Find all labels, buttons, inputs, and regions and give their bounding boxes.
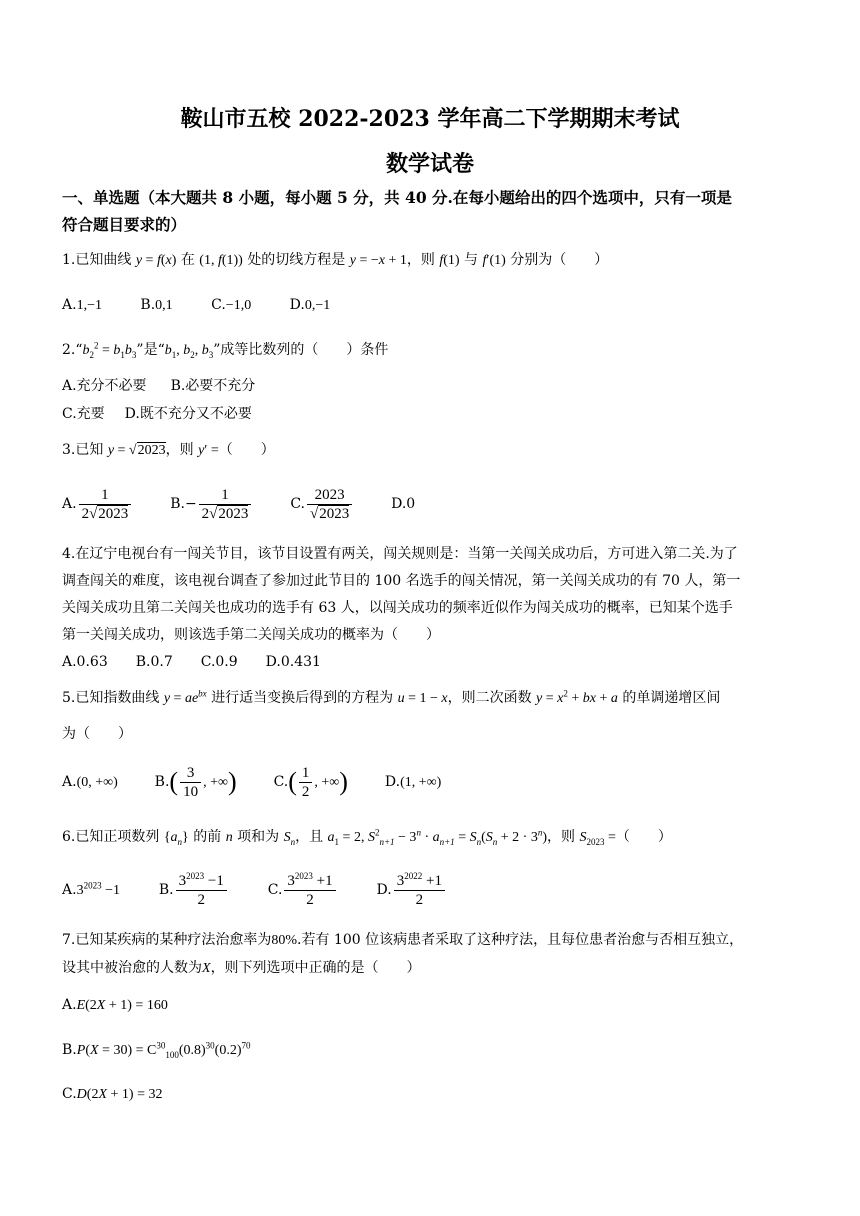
page-title: 鞍山市五校 2022-2023 学年高二下学期期末考试 xyxy=(180,106,680,132)
q6-option-d: D. $\frac{3^{2022} +1}{2}$ xyxy=(377,882,447,898)
q2-option-c: C.充要 xyxy=(62,406,105,422)
q5-option-b: B.( $\frac{3}{10}$ , +∞) xyxy=(154,764,237,800)
q3-option-a: A. $\frac{1}{2√2023}$ xyxy=(62,496,133,512)
q2-option-a: A.充分不必要 xyxy=(62,378,147,394)
q1-option-b: B.0,1 xyxy=(140,297,173,313)
question-2-options-row1 xyxy=(62,376,255,396)
q2-option-b: B.必要不充分 xyxy=(170,378,256,394)
q1-option-d: D.0,−1 xyxy=(289,297,331,313)
q5-option-c: C.( $\frac{1}{2}$ , +∞) xyxy=(273,764,348,800)
question-2: $2.“b_2^2 = b_1b_3$”是“$b_1$, $b_2$, $b_3$”成等比数列的（ ）条件 xyxy=(62,340,389,360)
question-6-options xyxy=(62,868,447,913)
page-subtitle: 数学试卷 xyxy=(385,151,474,177)
question-4-line2: 调查闯关的难度，该电视台调查了参加过此节目的 100 名选手的闯关情况，第一关闯关成功的有 70 人，第一 xyxy=(62,573,741,589)
q5-option-d: D.(1, +∞) xyxy=(384,774,442,790)
question-7-option-a: A.E(2X + 1) = 160 xyxy=(62,997,168,1013)
question-4-line3: 关闯关成功且第二关闯关也成功的选手有 63 人，以闯关成功的频率近似作为闯关成功的概率，已知某个选手 xyxy=(62,600,733,616)
q1-option-c: C.−1,0 xyxy=(211,297,252,313)
question-3: 3.已知 y = √2023，则 y′ =（ ） xyxy=(62,442,275,458)
q6-option-c: C. $\frac{3^{2023} +1}{2}$ xyxy=(268,882,338,898)
q2-option-d: D.既不充分又不必要 xyxy=(124,406,252,422)
question-4-options: A.0.63 B.0.7 C.0.9 D.0.431 xyxy=(62,654,321,670)
question-1: 1.已知曲线 y = f(x) 在 (1, f(1)) 处的切线方程是 y = −x + 1，则 f(1) 与 f′(1) 分别为（ ） xyxy=(62,252,609,268)
question-3-options xyxy=(62,484,415,524)
question-4-line1: 4.在辽宁电视台有一闯关节目，该节目设置有两关，闯关规则是：当第一关闯关成功后，方可进入第二关.为了 xyxy=(62,546,738,562)
section-heading-cont: 符合题目要求的） xyxy=(62,215,187,234)
question-5-options xyxy=(62,762,441,803)
q3-option-b: B.− $\frac{1}{2√2023}$ xyxy=(170,496,253,512)
q1-option-a: A.1,−1 xyxy=(62,297,102,313)
q6-option-b: B. $\frac{3^{2023} -1}{2}$ xyxy=(159,882,229,898)
question-6: 6.已知正项数列 $\{a_n\}$ 的前 n 项和为 $S_n$，且 $a_1 = 2$, $S^2_{n+1} - 3^n \cdot a_{n+1} = S_n(S_n + 2 \cdot 3^n)$，则 $S_{2023}$ =（ ） xyxy=(62,827,672,847)
question-7-option-b: $B.P(X = 30) = C^{30}_{100}(0.8)^{30}(0.2)^{70}$ xyxy=(62,1040,251,1060)
q3-option-c: C. $\frac{2023}{√2023}$ xyxy=(290,496,354,512)
question-1-options xyxy=(62,295,330,316)
q5-option-a: A.(0, +∞) xyxy=(62,774,118,790)
question-5: 5.已知指数曲线 $y = ae^{bx}$ 进行适当变换后得到的方程为 u = 1 − x，则二次函数 $y = x^2$ + bx + a 的单调递增区间 xyxy=(62,688,721,706)
question-7-line2: 设其中被治愈的人数为X，则下列选项中正确的是（ ） xyxy=(62,960,421,976)
question-2-options-row2 xyxy=(62,404,252,424)
question-7-option-c: C.D(2X + 1) = 32 xyxy=(62,1086,163,1102)
q6-option-a: $A.3^{2023} -1$ xyxy=(62,880,120,898)
question-7-line1: 7.已知某疾病的某种疗法治愈率为80%.若有 100 位该病患者采取了这种疗法，且每位患者治愈与否相互独立， xyxy=(62,932,744,948)
q3-option-d: D.0 xyxy=(391,496,416,512)
question-5-line2: 为（ ） xyxy=(62,726,132,742)
question-4-line4: 第一关闯关成功，则该选手第二关闯关成功的概率为（ ） xyxy=(62,627,440,643)
section-heading: 一、单选题（本大题共 8 小题，每小题 5 分，共 40 分.在每小题给出的四个选项中，只有一项是 xyxy=(62,188,732,207)
